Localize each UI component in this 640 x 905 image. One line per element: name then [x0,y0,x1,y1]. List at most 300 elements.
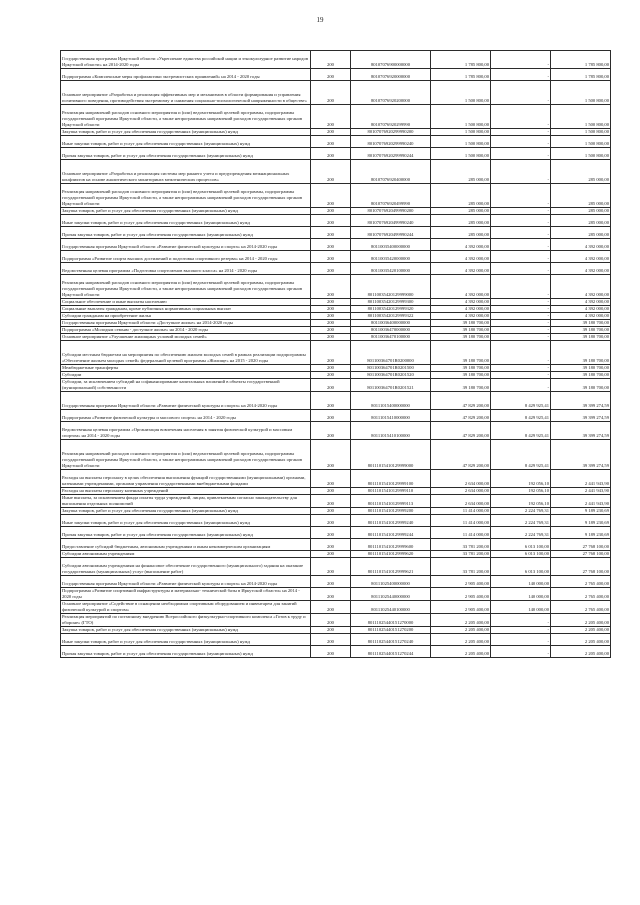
row-remaining-amount-cell: 9 189 230,69 [551,515,611,527]
table-row [61,515,611,527]
row-admin-code-cell: 200 [311,129,351,136]
table-row [61,470,611,488]
row-admin-code-cell: 200 [311,208,351,215]
row-name-cell: Реализация направлений расходов основного мероприятия и (или) ведомственной целевой программы, подпрограммы государственной программы Иркутской области, а также непрограммных направлений расходов государственных органов Иркутской области [61,440,311,470]
row-remaining-amount-cell: 39 399 274,59 [551,422,611,440]
row-classification-code-cell: 80107076920499990200 [351,208,431,215]
row-name-cell: Государственная программа Иркутской области «Развитие физической культуры и спорта» на 2014-2020 годы [61,392,311,410]
row-admin-code-cell: 200 [311,263,351,275]
row-executed-amount-cell: 8 429 925,41 [491,422,551,440]
row-executed-amount-cell: - [491,136,551,148]
row-classification-code-cell: 80111025440100000 [351,601,431,614]
table-row [61,614,611,627]
row-executed-amount-cell: - [491,251,551,263]
row-name-cell: Предоставление субсидий бюджетным, автономным учреждениям и иным некоммерческим организациям [61,539,311,551]
row-name-cell: Закупка товаров, работ и услуг для обеспечения государственных (муниципальных) нужд [61,627,311,634]
row-executed-amount-cell: - [491,81,551,105]
row-executed-amount-cell: - [491,184,551,208]
row-remaining-amount-cell: 285 000,00 [551,208,611,215]
row-approved-amount-cell: 2 634 000,00 [431,488,491,495]
row-remaining-amount-cell: 2 441 943,90 [551,488,611,495]
row-remaining-amount-cell: 4 392 000,00 [551,239,611,251]
row-remaining-amount-cell: 9 189 230,69 [551,527,611,539]
row-name-cell: Межбюджетные трансферты [61,365,311,372]
row-approved-amount-cell: 1 500 800,00 [431,136,491,148]
row-admin-code-cell: 200 [311,239,351,251]
row-classification-code-cell: 801100364701R0201520 [351,372,431,379]
row-executed-amount-cell: 2 224 769,31 [491,508,551,515]
row-classification-code-cell: 80111015410000000 [351,410,431,422]
row-executed-amount-cell: - [491,105,551,129]
row-approved-amount-cell: 33 781 200,00 [431,539,491,551]
row-remaining-amount-cell: 4 392 000,00 [551,275,611,299]
row-remaining-amount-cell: 4 392 000,00 [551,251,611,263]
row-executed-amount-cell: 8 429 925,41 [491,410,551,422]
row-approved-amount-cell: 11 414 000,00 [431,508,491,515]
row-name-cell: Закупка товаров, работ и услуг для обеспечения государственных (муниципальных) нужд [61,508,311,515]
row-executed-amount-cell: 140 000,00 [491,601,551,614]
row-classification-code-cell: 80110036470000000 [351,327,431,334]
row-executed-amount-cell: - [491,129,551,136]
row-approved-amount-cell: 11 414 000,00 [431,515,491,527]
row-admin-code-cell: 200 [311,588,351,601]
row-executed-amount-cell: - [491,239,551,251]
row-classification-code-cell: 80110035420129999320 [351,306,431,313]
row-admin-code-cell: 200 [311,422,351,440]
row-remaining-amount-cell: 39 180 700,00 [551,372,611,379]
row-classification-code-cell: 80107076920400000 [351,160,431,184]
row-executed-amount-cell: - [491,306,551,313]
row-remaining-amount-cell: 27 768 100,00 [551,558,611,576]
row-name-cell: Государственная программа Иркутской области «Развитие физической культуры и спорта» на 2014-2020 годы [61,239,311,251]
row-admin-code-cell: 200 [311,136,351,148]
row-approved-amount-cell: 285 000,00 [431,215,491,227]
row-approved-amount-cell: 2 205 400,00 [431,646,491,658]
row-remaining-amount-cell: 285 000,00 [551,184,611,208]
row-executed-amount-cell: - [491,227,551,239]
table-row [61,327,611,334]
table-row [61,208,611,215]
row-remaining-amount-cell: 2 205 400,00 [551,634,611,646]
row-classification-code-cell: 80111015410129999620 [351,551,431,558]
row-classification-code-cell: 80107076920299990244 [351,148,431,160]
row-classification-code-cell: 80110035420129999300 [351,299,431,306]
row-approved-amount-cell: 4 392 000,00 [431,275,491,299]
row-remaining-amount-cell: 2 205 400,00 [551,627,611,634]
table-row [61,215,611,227]
table-row [61,627,611,634]
row-approved-amount-cell: 4 392 000,00 [431,251,491,263]
row-approved-amount-cell: 2 905 400,00 [431,576,491,588]
row-remaining-amount-cell: 39 180 700,00 [551,365,611,372]
row-name-cell: Прочая закупка товаров, работ и услуг для обеспечения государственных (муниципальных) нужд [61,227,311,239]
row-name-cell: Ведомственная целевая программа «Подготовка спортсменов высокого класса» на 2014 - 2020 годы [61,263,311,275]
row-remaining-amount-cell: 1 500 800,00 [551,105,611,129]
row-admin-code-cell: 200 [311,601,351,614]
row-name-cell: Ведомственная целевая программа «Организация вовлечения населения в занятия физической культурой и массовым спортом» на 2014 - 2020 годы [61,422,311,440]
row-approved-amount-cell: 2 905 400,00 [431,601,491,614]
row-admin-code-cell: 200 [311,627,351,634]
row-approved-amount-cell: 39 180 700,00 [431,379,491,392]
row-name-cell: Подпрограмма «Развитие спортивной инфраструктуры и материально- технической базы в Иркутской области» на 2014 - 2020 годы [61,588,311,601]
row-admin-code-cell: 200 [311,576,351,588]
row-remaining-amount-cell: 285 000,00 [551,227,611,239]
row-classification-code-cell: 80107076920499990244 [351,227,431,239]
row-approved-amount-cell: 1 500 800,00 [431,148,491,160]
row-approved-amount-cell: 39 180 700,00 [431,365,491,372]
row-name-cell: Основное мероприятие «Улучшение жилищных условий молодых семей» [61,334,311,341]
row-approved-amount-cell: 47 829 200,00 [431,392,491,410]
table-row [61,51,611,69]
row-name-cell: Реализация мероприятий по поэтапному внедрению Всероссийского физкультурно-спортивного комплекса «Готов к труду и обороне» (ГТО) [61,614,311,627]
table-row [61,69,611,81]
row-admin-code-cell: 200 [311,105,351,129]
row-approved-amount-cell: 47 829 200,00 [431,440,491,470]
row-executed-amount-cell: - [491,215,551,227]
row-approved-amount-cell: 47 829 200,00 [431,422,491,440]
row-remaining-amount-cell: 39 399 274,59 [551,410,611,422]
row-admin-code-cell: 200 [311,313,351,320]
table-row [61,184,611,208]
row-admin-code-cell: 200 [311,341,351,365]
table-row [61,263,611,275]
row-approved-amount-cell: 4 392 000,00 [431,313,491,320]
row-name-cell: Иные выплаты, за исключением фонда оплаты труда учреждений, лицам, привлекаемым согласно законодательству для выполнения отдельных полномочий [61,495,311,508]
row-name-cell: Реализация направлений расходов основного мероприятия и (или) ведомственной целевой программы, подпрограммы государственной программы Иркутской области, а также непрограммных направлений расходов государственных органов Иркутской области [61,275,311,299]
row-name-cell: Расходы на выплаты персоналу в целях обеспечения выполнения функций государственными (муниципальными) органами, казенными учреждениями, органами управления государственными внебюджетными фондами [61,470,311,488]
row-classification-code-cell: 801100364701R0201521 [351,379,431,392]
row-approved-amount-cell: 39 180 700,00 [431,327,491,334]
table-row [61,160,611,184]
row-admin-code-cell: 200 [311,551,351,558]
row-admin-code-cell: 200 [311,392,351,410]
table-row [61,392,611,410]
row-remaining-amount-cell: 2 441 943,90 [551,470,611,488]
row-executed-amount-cell: - [491,313,551,320]
row-classification-code-cell: 80110035420129999322 [351,313,431,320]
row-classification-code-cell: 80111015410129999240 [351,515,431,527]
row-executed-amount-cell: - [491,627,551,634]
row-name-cell: Государственная программа Иркутской области «Доступное жилье» на 2014-2020 годы [61,320,311,327]
row-admin-code-cell: 200 [311,495,351,508]
table-row [61,239,611,251]
row-approved-amount-cell: 11 414 000,00 [431,527,491,539]
row-approved-amount-cell: 285 000,00 [431,160,491,184]
row-executed-amount-cell: 6 013 100,00 [491,539,551,551]
row-executed-amount-cell: - [491,341,551,365]
row-approved-amount-cell: 4 392 000,00 [431,299,491,306]
table-row [61,646,611,658]
row-admin-code-cell: 200 [311,508,351,515]
row-name-cell: Социальные выплаты гражданам, кроме публичных нормативных социальных выплат [61,306,311,313]
row-classification-code-cell: 80110036470100000 [351,334,431,341]
table-row [61,136,611,148]
row-approved-amount-cell: 4 392 000,00 [431,306,491,313]
row-remaining-amount-cell: 2 765 400,00 [551,576,611,588]
row-executed-amount-cell: - [491,263,551,275]
row-admin-code-cell: 200 [311,251,351,263]
row-admin-code-cell: 200 [311,379,351,392]
table-row [61,306,611,313]
row-executed-amount-cell: - [491,51,551,69]
row-executed-amount-cell: - [491,634,551,646]
row-classification-code-cell: 80111015400000000 [351,392,431,410]
row-classification-code-cell: 80111025440000000 [351,588,431,601]
row-approved-amount-cell: 39 180 700,00 [431,341,491,365]
row-name-cell: Государственная программа Иркутской области «Развитие физической культуры и спорта» на 2014-2020 годы [61,576,311,588]
row-executed-amount-cell: 140 000,00 [491,576,551,588]
table-row [61,539,611,551]
row-remaining-amount-cell: 4 392 000,00 [551,306,611,313]
row-admin-code-cell: 200 [311,160,351,184]
row-name-cell: Подпрограмма «Развитие физической культуры и массового спорта» на 2014 - 2020 годы [61,410,311,422]
row-remaining-amount-cell: 285 000,00 [551,160,611,184]
row-approved-amount-cell: 2 905 400,00 [431,588,491,601]
row-admin-code-cell: 200 [311,334,351,341]
row-remaining-amount-cell: 1 500 800,00 [551,148,611,160]
row-classification-code-cell: 80111025440151270240 [351,634,431,646]
row-classification-code-cell: 80107076900000000 [351,51,431,69]
row-approved-amount-cell: 33 781 200,00 [431,551,491,558]
row-name-cell: Прочая закупка товаров, работ и услуг для обеспечения государственных (муниципальных) нужд [61,646,311,658]
table-row [61,588,611,601]
row-admin-code-cell: 200 [311,558,351,576]
row-executed-amount-cell: - [491,327,551,334]
row-admin-code-cell: 200 [311,320,351,327]
row-admin-code-cell: 200 [311,299,351,306]
row-remaining-amount-cell: 39 180 700,00 [551,334,611,341]
row-remaining-amount-cell: 39 180 700,00 [551,341,611,365]
row-name-cell: Реализация направлений расходов основного мероприятия и (или) ведомственной целевой программы, подпрограммы государственной программы Иркутской области, а также непрограммных направлений расходов государственных органов Иркутской области [61,105,311,129]
row-name-cell: Иные закупки товаров, работ и услуг для обеспечения государственных (муниципальных) нужд [61,515,311,527]
row-name-cell: Прочая закупка товаров, работ и услуг для обеспечения государственных (муниципальных) нужд [61,148,311,160]
row-remaining-amount-cell: 4 392 000,00 [551,263,611,275]
budget-table [60,50,611,658]
row-approved-amount-cell: 47 829 200,00 [431,410,491,422]
row-remaining-amount-cell: 2 441 943,90 [551,495,611,508]
row-classification-code-cell: 801100364701R0200000 [351,341,431,365]
table-row [61,488,611,495]
row-classification-code-cell: 80111015410129999200 [351,508,431,515]
row-executed-amount-cell: - [491,646,551,658]
row-classification-code-cell: 80107076920000000 [351,69,431,81]
row-executed-amount-cell: 2 224 769,31 [491,527,551,539]
row-admin-code-cell: 200 [311,614,351,627]
row-executed-amount-cell: - [491,160,551,184]
row-approved-amount-cell: 1 500 800,00 [431,129,491,136]
row-remaining-amount-cell: 1 785 800,00 [551,69,611,81]
row-classification-code-cell: 80111015410129999110 [351,488,431,495]
row-remaining-amount-cell: 2 205 400,00 [551,646,611,658]
row-classification-code-cell: 80111015410129999000 [351,440,431,470]
row-name-cell: Подпрограмма «Молодым семьям - доступное жилье» на 2014 - 2020 годы [61,327,311,334]
row-classification-code-cell: 80111025440151270244 [351,646,431,658]
row-classification-code-cell: 80111015410129999621 [351,558,431,576]
row-name-cell: Закупка товаров, работ и услуг для обеспечения государственных (муниципальных) нужд [61,129,311,136]
row-classification-code-cell: 80107076920299990 [351,105,431,129]
row-approved-amount-cell: 2 205 400,00 [431,614,491,627]
row-remaining-amount-cell: 4 392 000,00 [551,313,611,320]
row-executed-amount-cell: 192 056,10 [491,488,551,495]
table-row [61,129,611,136]
row-remaining-amount-cell: 39 399 274,59 [551,392,611,410]
row-admin-code-cell: 200 [311,539,351,551]
row-executed-amount-cell: - [491,275,551,299]
table-row [61,634,611,646]
row-name-cell: Основное мероприятие «Разработка и реализация эффективных мер и механизмов в области формирования и управления позитивного поведения, противодействия экстремизму и снижения социально-психологической напряженности в обществе» [61,81,311,105]
table-row [61,558,611,576]
row-remaining-amount-cell: 1 500 800,00 [551,136,611,148]
row-admin-code-cell: 200 [311,275,351,299]
table-row [61,341,611,365]
row-remaining-amount-cell: 39 180 700,00 [551,327,611,334]
table-row [61,365,611,372]
row-remaining-amount-cell: 1 500 800,00 [551,81,611,105]
row-name-cell: Социальное обеспечение и иные выплаты населению [61,299,311,306]
row-name-cell: Подпрограмма «Комплексные меры профилактики экстремистских проявлений» на 2014 - 2020 годы [61,69,311,81]
row-classification-code-cell: 80110035400000000 [351,239,431,251]
table-row [61,508,611,515]
row-executed-amount-cell: - [491,148,551,160]
row-name-cell: Прочая закупка товаров, работ и услуг для обеспечения государственных (муниципальных) нужд [61,527,311,539]
row-name-cell: Основное мероприятие «Содействие в оснащении необходимым спортивным оборудованием и инвентарем для занятий физической культурой и спортом» [61,601,311,614]
row-approved-amount-cell: 1 785 800,00 [431,51,491,69]
row-executed-amount-cell: 8 429 925,41 [491,440,551,470]
row-approved-amount-cell: 2 205 400,00 [431,634,491,646]
row-name-cell: Субсидии, за исключением субсидий на софинансирование капитальных вложений в объекты государственной (муниципальной) собственности [61,379,311,392]
row-executed-amount-cell: - [491,614,551,627]
row-admin-code-cell: 200 [311,365,351,372]
row-name-cell: Субсидии гражданам на приобретение жилья [61,313,311,320]
row-admin-code-cell: 200 [311,372,351,379]
row-admin-code-cell: 200 [311,184,351,208]
row-admin-code-cell: 200 [311,69,351,81]
row-admin-code-cell: 200 [311,646,351,658]
row-name-cell: Иные закупки товаров, работ и услуг для обеспечения государственных (муниципальных) нужд [61,215,311,227]
table-row [61,320,611,327]
row-executed-amount-cell: 8 429 925,41 [491,392,551,410]
row-admin-code-cell: 200 [311,488,351,495]
row-approved-amount-cell: 39 180 700,00 [431,320,491,327]
row-classification-code-cell: 80110035420129999000 [351,275,431,299]
row-admin-code-cell: 200 [311,527,351,539]
row-admin-code-cell: 200 [311,634,351,646]
row-name-cell: Иные закупки товаров, работ и услуг для обеспечения государственных (муниципальных) нужд [61,634,311,646]
row-approved-amount-cell: 1 500 800,00 [431,81,491,105]
row-approved-amount-cell: 2 205 400,00 [431,627,491,634]
row-executed-amount-cell: - [491,208,551,215]
row-remaining-amount-cell: 27 768 100,00 [551,551,611,558]
row-remaining-amount-cell: 1 785 800,00 [551,51,611,69]
row-classification-code-cell: 80111015410129999100 [351,470,431,488]
row-name-cell: Закупка товаров, работ и услуг для обеспечения государственных (муниципальных) нужд [61,208,311,215]
page-number: 19 [316,16,324,24]
row-executed-amount-cell: 2 224 769,31 [491,515,551,527]
row-executed-amount-cell: - [491,320,551,327]
row-remaining-amount-cell: 39 180 700,00 [551,320,611,327]
table-row [61,299,611,306]
row-classification-code-cell: 801100364701R0201500 [351,365,431,372]
row-name-cell: Субсидии [61,372,311,379]
row-remaining-amount-cell: 4 392 000,00 [551,299,611,306]
row-approved-amount-cell: 33 781 200,00 [431,558,491,576]
row-admin-code-cell: 200 [311,440,351,470]
row-approved-amount-cell: 4 392 000,00 [431,239,491,251]
row-name-cell: Реализация направлений расходов основного мероприятия и (или) ведомственной целевой программы, подпрограммы государственной программы Иркутской области, а также непрограммных направлений расходов государственных органов Иркутской области [61,184,311,208]
row-classification-code-cell: 80107076920200000 [351,81,431,105]
row-name-cell: Расходы на выплаты персоналу казенных учреждений [61,488,311,495]
row-remaining-amount-cell: 9 189 230,69 [551,508,611,515]
row-executed-amount-cell: - [491,372,551,379]
row-name-cell: Основное мероприятие «Разработка и реализация системы мер раннего учета и предупреждения межнациональных конфликтов на основе аналитического мониторинга межэтнических процессов» [61,160,311,184]
table-row [61,422,611,440]
row-classification-code-cell: 80111015410129999244 [351,527,431,539]
row-classification-code-cell: 80110036400000000 [351,320,431,327]
row-admin-code-cell: 200 [311,306,351,313]
row-classification-code-cell: 80110035420100000 [351,263,431,275]
row-executed-amount-cell: - [491,334,551,341]
row-name-cell: Подпрограмма «Развитие спорта высших достижений и подготовка спортивного резерва» на 2014 - 2020 годы [61,251,311,263]
table-row [61,601,611,614]
row-remaining-amount-cell: 2 205 400,00 [551,614,611,627]
row-classification-code-cell: 80111015410129999600 [351,539,431,551]
row-executed-amount-cell: 140 000,00 [491,588,551,601]
row-name-cell: Государственная программа Иркутской области «Укрепление единства российской нации и этнокультурное развитие народов Иркутской области» на 2014-2020 годы [61,51,311,69]
row-executed-amount-cell: 192 056,10 [491,495,551,508]
row-remaining-amount-cell: 1 500 800,00 [551,129,611,136]
table-row [61,440,611,470]
row-admin-code-cell: 200 [311,327,351,334]
row-approved-amount-cell: 39 180 700,00 [431,372,491,379]
table-row [61,551,611,558]
table-row [61,81,611,105]
row-classification-code-cell: 80107076920299990200 [351,129,431,136]
table-row [61,227,611,239]
row-classification-code-cell: 80111025440151270200 [351,627,431,634]
budget-table-body [61,51,611,658]
row-admin-code-cell: 200 [311,470,351,488]
row-name-cell: Субсидии автономным учреждениям [61,551,311,558]
row-admin-code-cell: 200 [311,410,351,422]
table-row [61,251,611,263]
row-admin-code-cell: 200 [311,515,351,527]
table-row [61,527,611,539]
table-row [61,410,611,422]
row-approved-amount-cell: 4 392 000,00 [431,263,491,275]
table-row [61,105,611,129]
row-classification-code-cell: 80107076920299990240 [351,136,431,148]
row-executed-amount-cell: - [491,365,551,372]
table-row [61,334,611,341]
row-executed-amount-cell: 6 013 100,00 [491,558,551,576]
budget-table-container [60,50,610,658]
row-admin-code-cell: 200 [311,81,351,105]
row-name-cell: Иные закупки товаров, работ и услуг для обеспечения государственных (муниципальных) нужд [61,136,311,148]
table-row [61,148,611,160]
row-executed-amount-cell: 6 013 100,00 [491,551,551,558]
row-classification-code-cell: 80111025400000000 [351,576,431,588]
row-remaining-amount-cell: 39 180 700,00 [551,379,611,392]
row-approved-amount-cell: 39 180 700,00 [431,334,491,341]
table-row [61,372,611,379]
row-approved-amount-cell: 1 500 800,00 [431,105,491,129]
row-classification-code-cell: 80111015410100000 [351,422,431,440]
row-executed-amount-cell: - [491,299,551,306]
row-classification-code-cell: 80107076920499990240 [351,215,431,227]
row-admin-code-cell: 200 [311,51,351,69]
table-row [61,313,611,320]
row-approved-amount-cell: 2 634 000,00 [431,470,491,488]
